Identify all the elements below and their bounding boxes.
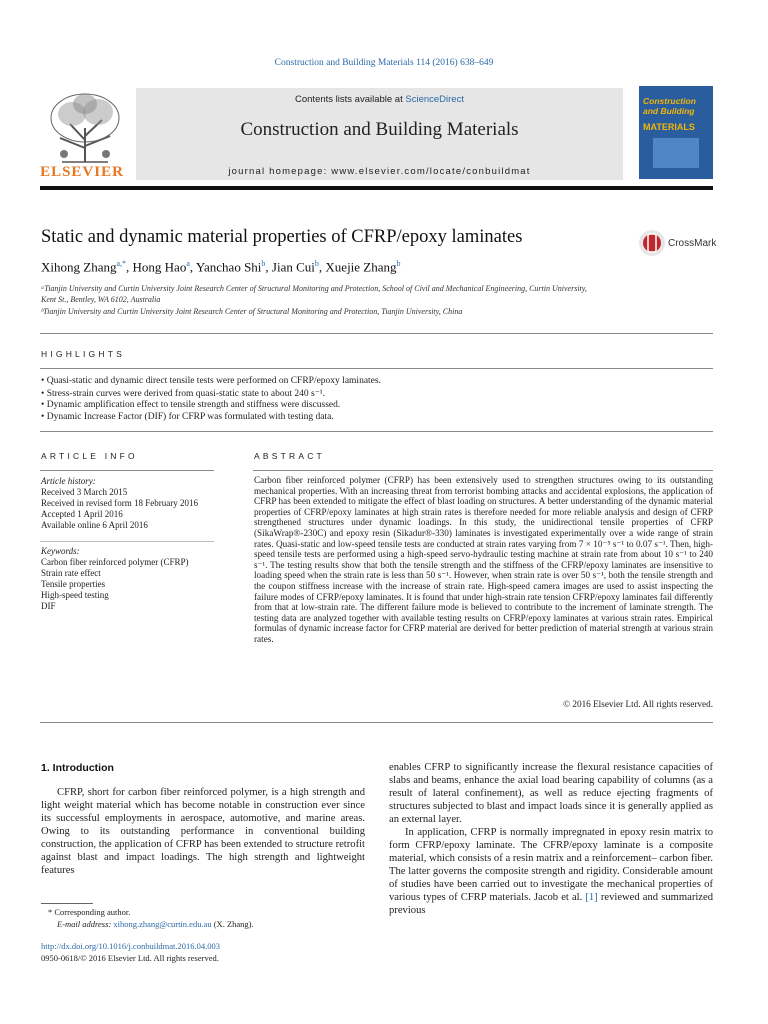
- cover-title: Construction and Building: [643, 96, 696, 116]
- sciencedirect-link[interactable]: ScienceDirect: [405, 94, 464, 105]
- journal-name: Construction and Building Materials: [240, 119, 519, 140]
- publisher-name: ELSEVIER: [40, 164, 124, 180]
- body-column-right: [389, 761, 713, 917]
- footnote-rule: [41, 903, 93, 904]
- journal-citation-link[interactable]: Construction and Building Materials 114 (2016) 638–649: [274, 58, 494, 68]
- divider: [253, 470, 713, 471]
- author-affiliation-mark[interactable]: b: [396, 259, 401, 268]
- article-info-heading: ARTICLE INFO: [41, 451, 138, 461]
- author-affiliation-mark[interactable]: a: [186, 259, 190, 268]
- author-name[interactable]: Yanchao Shi: [195, 259, 262, 275]
- keyword-item: DIF: [41, 601, 56, 611]
- email-link[interactable]: xihong.zhang@curtin.edu.au: [113, 919, 212, 929]
- abstract-text: Carbon fiber reinforced polymer (CFRP) has been extensively used to strengthen structures owing to its outstanding mechanical properties. With an increasing threat from terrorist bombing attacks and accidental explosions, the application of CFRP has been extended to mitigate the effect of blast loading on structures. A better understanding of the dynamic material properties of CFRP/epoxy laminates at high strain rates is therefore needed for more reliable analysis and design of CFRP strengthened structures under dynamic loadings. In this study, the unidirectional tensile properties of CFRP (SikaWrap®-230C) and epoxy resin (Sikadur®-330) laminates is investigated experimentally over a wide range of strain rates. Quasi-static and low-speed tensile tests are conducted at strain rates varying from 7 × 10⁻⁵ s⁻¹ to 0.07 s⁻¹. Then, high-speed tensile tests are performed using a high-speed servo-hydraulic testing machine at strain rate from about 10 s⁻¹ to 240 s⁻¹. The testing results show that both the tensile strength and the stiffness of the CFRP/epoxy laminates are insensitive to loading speed when the strain rate is less than 50 s⁻¹. However, when strain rate is over 50 s⁻¹, both the tensile strength and the coupon stiffness increase with the increase of strain rate. High-speed camera images are used to assist inspecting the failure modes of CFRP/epoxy laminates. It is found that under high-strain rate tension CFRP/epoxy laminates fail differently from that at low-strain rate. The different failure mode is believed to contribute to the increment of laminate strength. The testing data are analyzed together with available testing results on CFRP/epoxy laminates at various strain rates. Empirical formulas of dynamic increase factor for CFRP material are derived for better prediction of material strength at various strain rates.: [254, 475, 713, 644]
- author-affiliation-mark[interactable]: a,*: [116, 259, 127, 268]
- keyword-item: High-speed testing: [41, 590, 109, 600]
- reference-link[interactable]: [1]: [585, 892, 598, 903]
- affiliation-b: ᵇTianjin University and Curtin University Joint Research Center of Structural Monitoring and Protection, Tianjin University, China: [41, 307, 463, 316]
- email-label: E-mail address:: [57, 919, 112, 929]
- divider: [40, 722, 713, 723]
- author-affiliation-mark[interactable]: b: [261, 259, 266, 268]
- keywords-label: Keywords:: [41, 546, 80, 556]
- email-suffix: (X. Zhang).: [213, 919, 254, 929]
- divider: [40, 431, 713, 432]
- section-heading-introduction: 1. Introduction: [41, 762, 114, 774]
- highlight-item: • Stress-strain curves were derived from quasi-static state to about 240 s⁻¹.: [41, 389, 325, 399]
- crossmark-label[interactable]: CrossMark: [668, 238, 717, 249]
- keyword-item: Carbon fiber reinforced polymer (CFRP): [41, 557, 189, 567]
- body-paragraph: In application, CFRP is normally impregnated in epoxy resin matrix to form CFRP/epoxy laminate. The CFRP/epoxy laminate is a composite material, which consists of a resin matrix and a reinforcement– carbon fiber. The latter governs the composite strength and rigidity. Considerable amount of studies have been carried out to investigate the mechanical properties of various types of CFRP materials. Jacob et al. [1] reviewed and summarized previous: [389, 827, 713, 916]
- highlights-heading: HIGHLIGHTS: [41, 349, 125, 359]
- affiliation-a-cont: Kent St., Bentley, WA 6102, Australia: [41, 295, 161, 304]
- divider: [40, 333, 713, 334]
- body-column-left: CFRP, short for carbon fiber reinforced polymer, is a high strength and light weight material which has become notable in construction ever since its successful employments in aerospace, automotive, and marine areas. Owing to its outstanding performance in conventional building construction, the application of CFRP has been extended to structure retrofit against blast and impact loadings. The high strength and lightweight features: [41, 787, 365, 876]
- abstract-heading: ABSTRACT: [254, 451, 325, 461]
- header-rule: [40, 186, 713, 190]
- highlight-item: • Dynamic amplification effect to tensile strength and stiffness were discussed.: [41, 400, 341, 410]
- author-affiliation-mark[interactable]: b: [314, 259, 319, 268]
- contents-available-line: [136, 94, 623, 105]
- divider: [40, 470, 214, 471]
- body-paragraph: enables CFRP to significantly increase the flexural resistance capacities of slabs and beams, enhance the axial load bearing capability of columns (as a result of lateral confinement), as well as reduce ejecting fragments of structures subjected to blast and impact loads since it is generally applied as an external layer.: [389, 762, 713, 825]
- author-name[interactable]: Hong Hao: [132, 259, 187, 275]
- article-title: Static and dynamic material properties of CFRP/epoxy laminates: [41, 227, 523, 247]
- author-list: Xihong Zhang$^{a,*}$, Hong Hao$^a$, Yanchao Shi$^b$, Jian Cui$^b$, Xuejie Zhang$^b$: [41, 259, 401, 275]
- journal-homepage[interactable]: journal homepage: www.elsevier.com/locate/conbuildmat: [228, 166, 531, 177]
- divider: [40, 368, 713, 369]
- highlight-item: • Quasi-static and dynamic direct tensile tests were performed on CFRP/epoxy laminates.: [41, 376, 381, 386]
- author-name[interactable]: Xihong Zhang: [41, 259, 117, 275]
- history-item: Received 3 March 2015: [41, 487, 128, 497]
- history-item: Accepted 1 April 2016: [41, 509, 123, 519]
- history-label: Article history:: [41, 476, 96, 486]
- issn-line: 0950-0618/© 2016 Elsevier Ltd. All rights reserved.: [41, 953, 219, 963]
- abstract-copyright: © 2016 Elsevier Ltd. All rights reserved.: [563, 699, 713, 709]
- highlight-item: • Dynamic Increase Factor (DIF) for CFRP was formulated with testing data.: [41, 412, 334, 422]
- keyword-item: Strain rate effect: [41, 568, 101, 578]
- crossmark-icon[interactable]: [638, 229, 666, 257]
- author-name[interactable]: Xuejie Zhang: [325, 259, 397, 275]
- keyword-item: Tensile properties: [41, 579, 106, 589]
- contents-prefix: Contents lists available at: [295, 94, 403, 105]
- history-item: Received in revised form 18 February 2016: [41, 498, 198, 508]
- doi-link[interactable]: http://dx.doi.org/10.1016/j.conbuildmat.2016.04.003: [41, 941, 221, 951]
- history-item: Available online 6 April 2016: [41, 520, 148, 530]
- author-name[interactable]: Jian Cui: [271, 259, 315, 275]
- divider: [40, 541, 214, 542]
- corresponding-author-note: * Corresponding author.: [48, 907, 131, 917]
- email-line: [57, 919, 254, 929]
- cover-graphic: [653, 138, 699, 168]
- affiliation-a: ᵃTianjin University and Curtin University Joint Research Center of Structural Monitoring and Protection, School of Civil and Mechanical Engineering, Curtin University,: [41, 284, 587, 293]
- journal-cover-image: [639, 86, 713, 179]
- cover-subtitle: MATERIALS: [643, 122, 695, 132]
